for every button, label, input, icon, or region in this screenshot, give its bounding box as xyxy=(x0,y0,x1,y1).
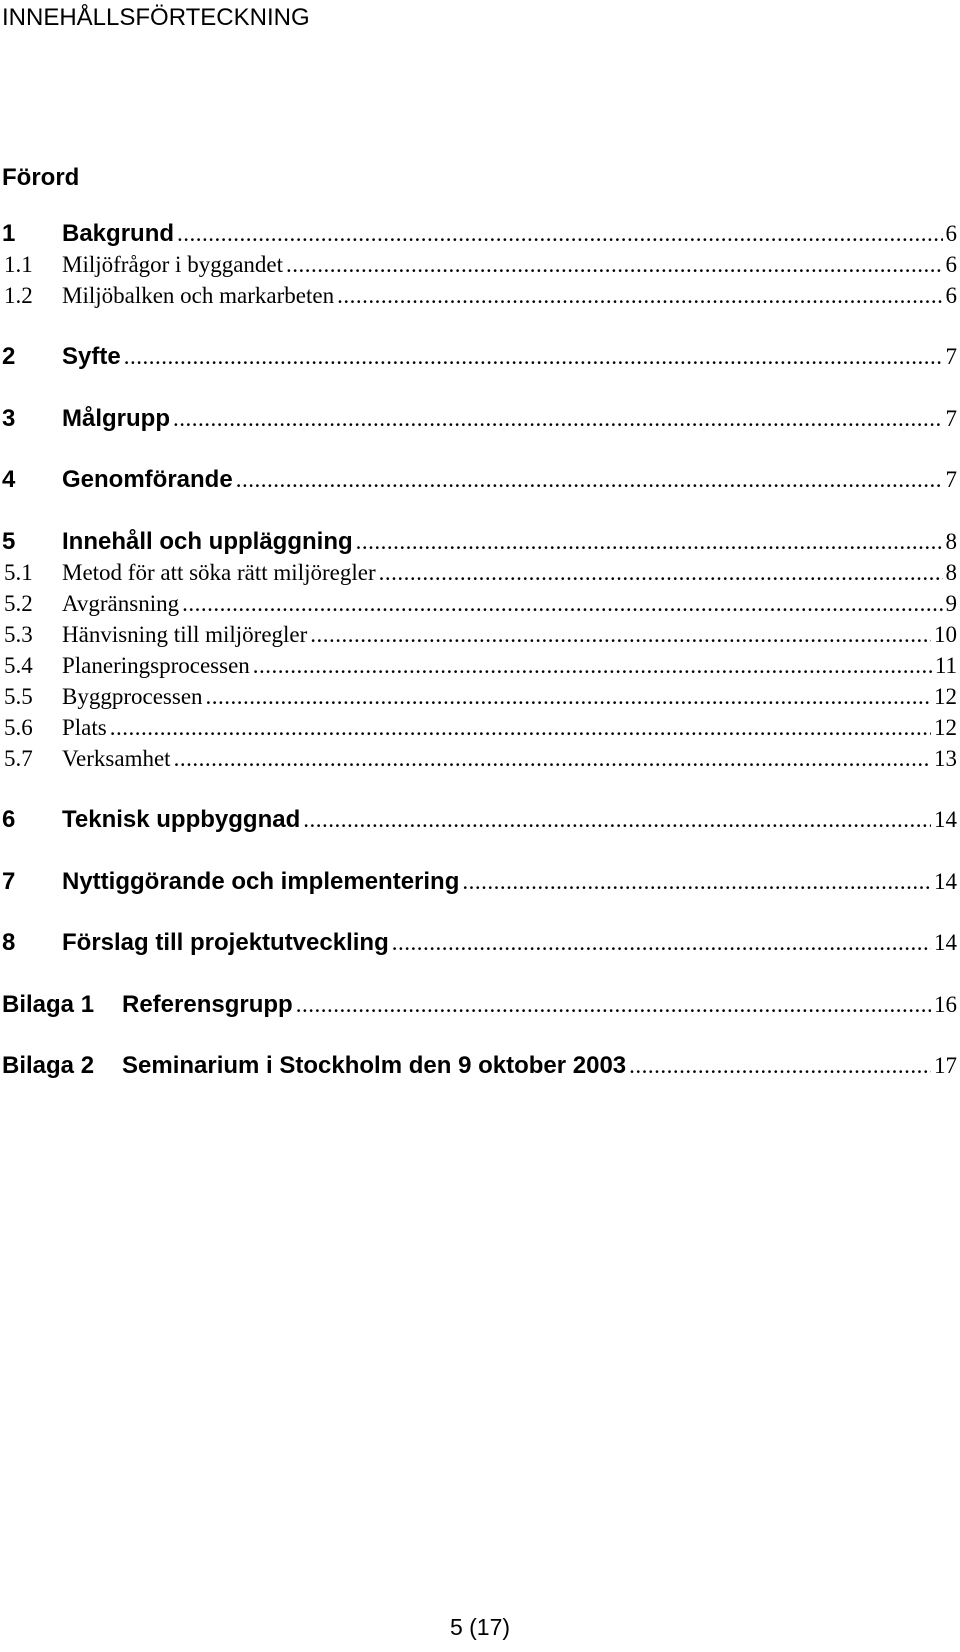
toc-entry-label: Målgrupp xyxy=(62,405,170,432)
toc-leader-dots xyxy=(177,218,942,250)
toc-leader-dots xyxy=(303,804,931,836)
toc-leader-dots xyxy=(392,927,931,959)
toc-entry-label: Syfte xyxy=(62,343,121,370)
toc-entry-5-5[interactable] xyxy=(2,681,957,713)
toc-entry-label: Teknisk uppbyggnad xyxy=(62,806,301,833)
toc-title: INNEHÅLLSFÖRTECKNING xyxy=(2,4,310,31)
toc-leader-dots xyxy=(462,866,931,898)
toc-entry-label: Bakgrund xyxy=(62,220,175,247)
toc-entry-label: Genomförande xyxy=(62,466,233,493)
toc-entry-4[interactable] xyxy=(2,464,957,496)
toc-entry-number: 1 xyxy=(2,220,16,247)
toc-entry-page: 6 xyxy=(945,221,957,246)
toc-entry-number: 8 xyxy=(2,929,16,956)
toc-entry-page: 6 xyxy=(945,283,957,308)
toc-entry-page: 8 xyxy=(945,529,957,554)
toc-entry-page: 14 xyxy=(934,930,957,955)
toc-leader-dots xyxy=(182,588,942,620)
toc-entry-page: 6 xyxy=(945,252,957,277)
toc-entry-page: 11 xyxy=(934,653,957,678)
toc-entry-number: 1.2 xyxy=(4,283,33,308)
toc-entry-page: 12 xyxy=(934,684,957,709)
toc-entry-label: Seminarium i Stockholm den 9 oktober 2003 xyxy=(122,1052,627,1079)
toc-entry-5-1[interactable] xyxy=(2,557,957,589)
toc-entry-1-2[interactable] xyxy=(2,280,957,312)
toc-leader-dots xyxy=(356,526,943,558)
toc-leader-dots xyxy=(296,989,931,1021)
toc-leader-dots xyxy=(174,743,931,775)
toc-preface-entry[interactable]: Förord xyxy=(2,164,80,191)
toc-leader-dots xyxy=(286,249,942,281)
toc-entry-label: Miljöfrågor i byggandet xyxy=(62,252,284,277)
toc-entry-page: 16 xyxy=(934,992,957,1017)
toc-entry-1-1[interactable] xyxy=(2,249,957,281)
toc-entry-number: 3 xyxy=(2,405,16,432)
toc-entry-page: 7 xyxy=(945,406,957,431)
toc-entry-page: 13 xyxy=(934,746,957,771)
toc-entry-number: 5.3 xyxy=(4,622,33,647)
toc-entry-page: 12 xyxy=(934,715,957,740)
toc-entry-number: 7 xyxy=(2,868,16,895)
toc-entry-number: 2 xyxy=(2,343,16,370)
toc-entry-number: Bilaga 2 xyxy=(2,1052,95,1079)
toc-entry-label: Planeringsprocessen xyxy=(62,653,250,678)
toc-entry-page: 10 xyxy=(934,622,957,647)
toc-entry-label: Metod för att söka rätt miljöregler xyxy=(62,560,376,585)
toc-leader-dots xyxy=(379,557,943,589)
toc-entry-8[interactable] xyxy=(2,927,957,959)
toc-entry-page: 17 xyxy=(934,1053,957,1078)
toc-entry-label: Plats xyxy=(62,715,107,740)
toc-entry-number: 5.4 xyxy=(4,653,33,678)
toc-entry-number: 5.1 xyxy=(4,560,33,585)
toc-leader-dots xyxy=(337,280,942,312)
toc-leader-dots xyxy=(310,619,931,651)
toc-entry-number: Bilaga 1 xyxy=(2,991,95,1018)
toc-entry-page: 14 xyxy=(934,807,957,832)
toc-entry-label: Förslag till projektutveckling xyxy=(62,929,389,956)
toc-entry-page: 14 xyxy=(934,869,957,894)
toc-entry-number: 1.1 xyxy=(4,252,33,277)
toc-entry-page: 7 xyxy=(945,467,957,492)
toc-entry-5-6[interactable] xyxy=(2,712,957,744)
toc-entry-number: 5.5 xyxy=(4,684,33,709)
toc-entry-label: Referensgrupp xyxy=(122,991,293,1018)
toc-entry-number: 5 xyxy=(2,528,16,555)
toc-entry-label: Hänvisning till miljöregler xyxy=(62,622,308,647)
toc-entry-appendix-1[interactable] xyxy=(2,989,957,1021)
toc-entry-number: 5.7 xyxy=(4,746,33,771)
toc-entry-label: Byggprocessen xyxy=(62,684,203,709)
toc-entry-5-4[interactable] xyxy=(2,650,957,682)
toc-leader-dots xyxy=(124,341,943,373)
toc-entry-number: 5.6 xyxy=(4,715,33,740)
toc-entry-1[interactable] xyxy=(2,218,957,250)
toc-entry-2[interactable] xyxy=(2,341,957,373)
toc-entry-5-7[interactable] xyxy=(2,743,957,775)
toc-entry-5[interactable] xyxy=(2,526,957,558)
toc-entry-label: Miljöbalken och markarbeten xyxy=(62,283,335,308)
page-number-footer: 5 (17) xyxy=(449,1614,511,1640)
toc-leader-dots xyxy=(253,650,932,682)
toc-entry-5-3[interactable] xyxy=(2,619,957,651)
toc-entry-label: Avgränsning xyxy=(62,591,180,616)
toc-leader-dots xyxy=(173,403,943,435)
toc-entry-page: 7 xyxy=(945,344,957,369)
toc-entry-page: 8 xyxy=(945,560,957,585)
toc-entry-3[interactable] xyxy=(2,403,957,435)
toc-entry-page: 9 xyxy=(945,591,957,616)
toc-leader-dots xyxy=(206,681,931,713)
toc-entry-label: Innehåll och uppläggning xyxy=(62,528,353,555)
toc-entry-label: Verksamhet xyxy=(62,746,171,771)
toc-entry-number: 5.2 xyxy=(4,591,33,616)
toc-entry-number: 6 xyxy=(2,806,16,833)
toc-leader-dots xyxy=(629,1050,931,1082)
toc-entry-appendix-2[interactable] xyxy=(2,1050,957,1082)
toc-entry-7[interactable] xyxy=(2,866,957,898)
toc-entry-6[interactable] xyxy=(2,804,957,836)
toc-entry-5-2[interactable] xyxy=(2,588,957,620)
toc-leader-dots xyxy=(110,712,931,744)
toc-entry-label: Nyttiggörande och implementering xyxy=(62,868,460,895)
toc-entry-number: 4 xyxy=(2,466,16,493)
toc-leader-dots xyxy=(236,464,943,496)
